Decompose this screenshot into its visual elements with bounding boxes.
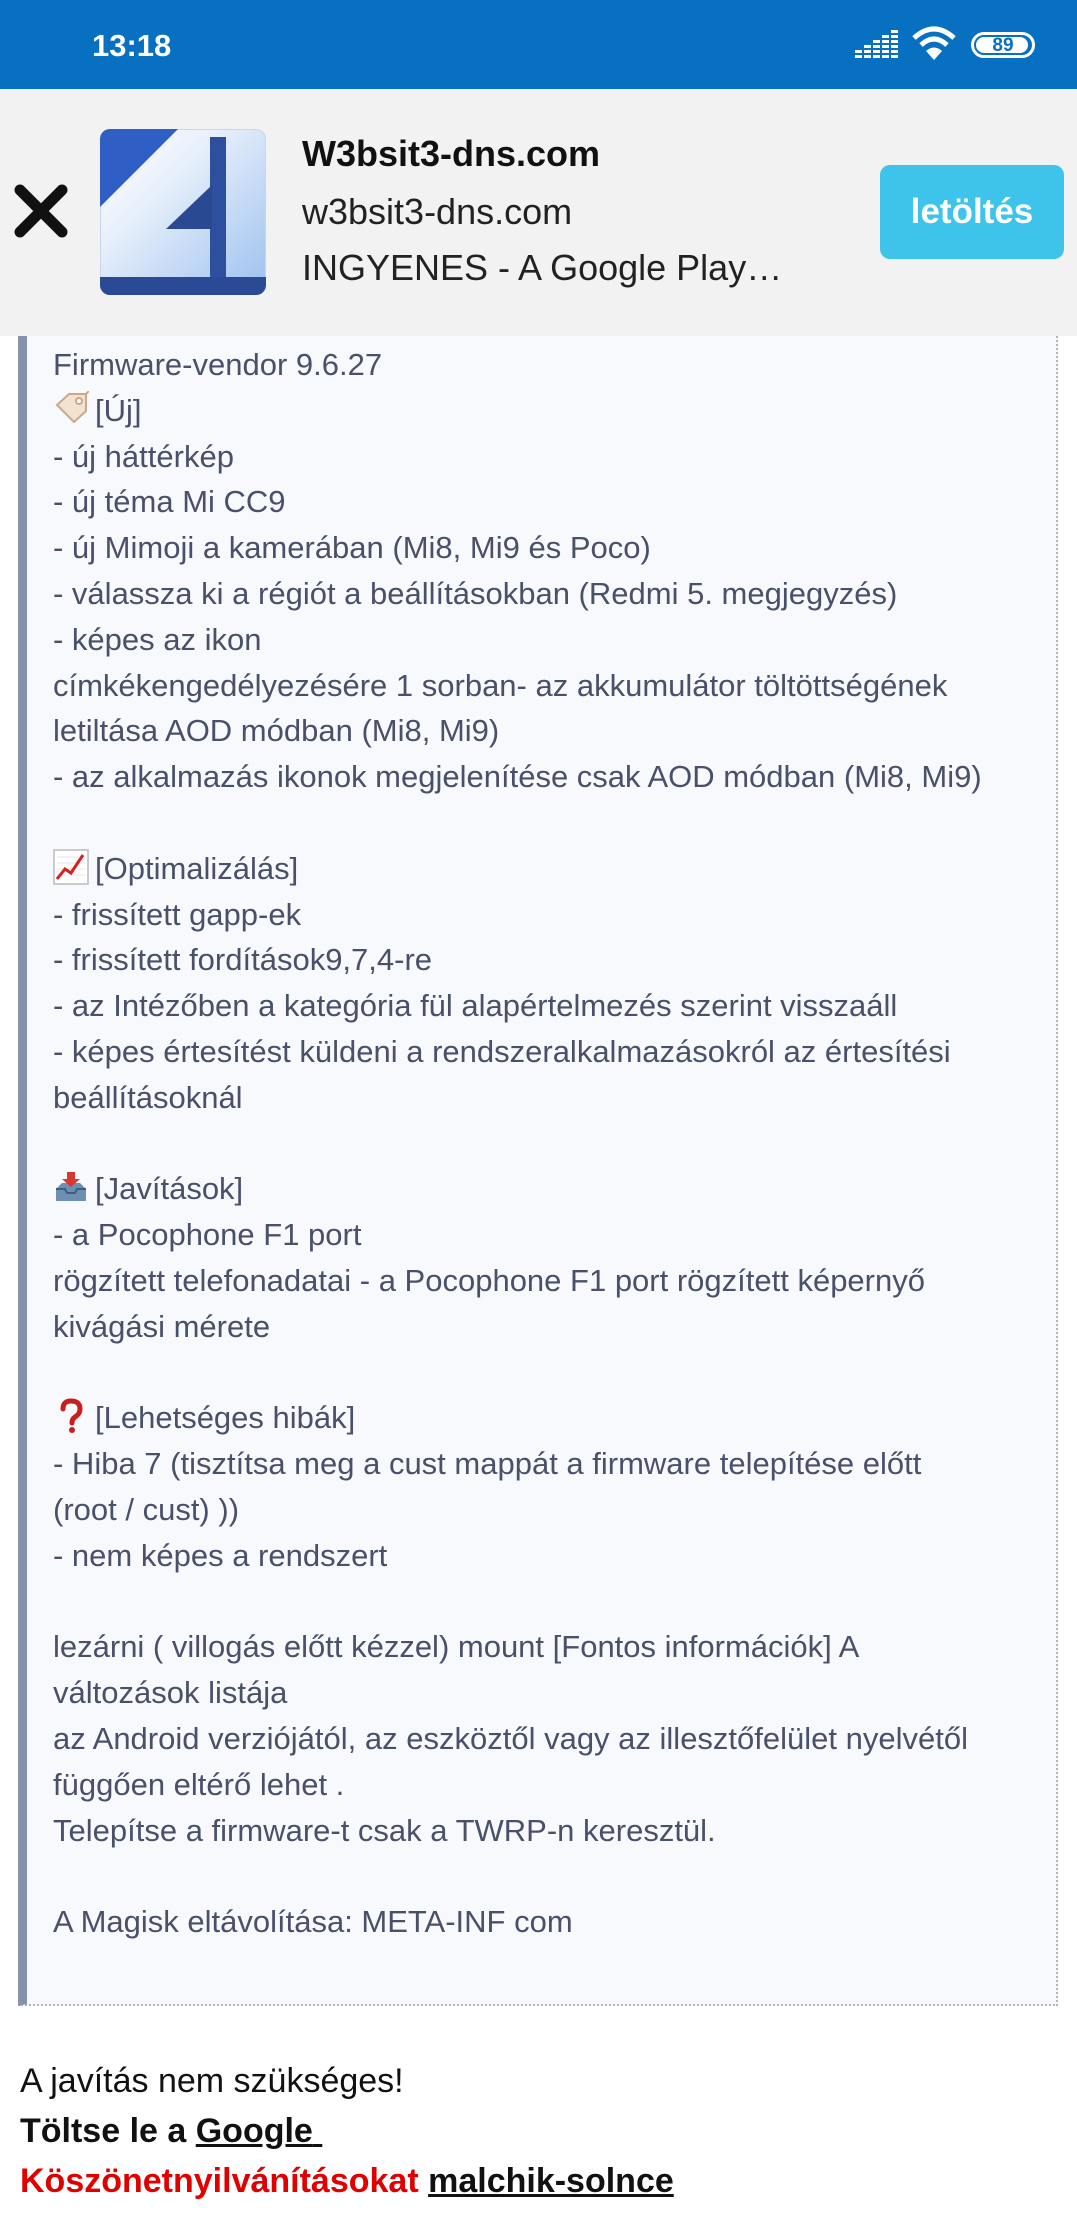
- author-link[interactable]: malchik-solnce: [428, 2162, 674, 2200]
- changelog-section-known-bugs: [Lehetséges hibák]: [95, 1400, 356, 1436]
- changelog-line: [53, 800, 1053, 846]
- changelog-line: - az Intézőben a kategória fül alapértelmezés szerint visszaáll: [53, 988, 898, 1024]
- changelog-line: [53, 1395, 1053, 1441]
- changelog-line: [53, 1579, 1053, 1625]
- post-footer: [20, 2056, 674, 2206]
- changelog-line: címkékengedélyezésére 1 sorban- az akkumulátor töltöttségének: [53, 667, 948, 703]
- app-description[interactable]: INGYENES - A Google Play…: [302, 247, 783, 288]
- tag-icon: [53, 391, 89, 427]
- footer-thanks-line: [20, 2156, 674, 2206]
- app-url[interactable]: w3bsit3-dns.com: [302, 191, 573, 232]
- changelog-line: rögzített telefonadatai - a Pocophone F1 port rögzített képernyő: [53, 1262, 925, 1298]
- changelog-line: [53, 1350, 1053, 1396]
- changelog-line: - az alkalmazás ikonok megjelenítése csak AOD módban (Mi8, Mi9): [53, 759, 982, 795]
- footer-note: A javítás nem szükséges!: [20, 2062, 404, 2100]
- changelog-section-fixes: [Javítások]: [95, 1171, 244, 1207]
- changelog-section-new: [Új]: [95, 392, 142, 428]
- changelog-quote: [18, 336, 1058, 2006]
- changelog-section-optimization: [Optimalizálás]: [95, 850, 299, 886]
- wifi-icon: [912, 26, 956, 62]
- changelog-line: [53, 1166, 1053, 1212]
- inbox-tray-icon: [53, 1169, 89, 1205]
- red-question-mark-icon: [53, 1398, 89, 1434]
- changelog-line: Telepítse a firmware-t csak a TWRP-n keresztül.: [53, 1812, 716, 1848]
- battery-level: 89: [992, 35, 1014, 56]
- changelog-line: kivágási mérete: [53, 1308, 271, 1344]
- footer-download-line: [20, 2106, 674, 2156]
- changelog-line: - Hiba 7 (tisztítsa meg a cust mappát a firmware telepítése előtt: [53, 1446, 922, 1482]
- changelog-line: - új háttérkép: [53, 438, 234, 474]
- changelog-line: függően eltérő lehet .: [53, 1766, 345, 1802]
- changelog-line: változások listája: [53, 1675, 288, 1711]
- changelog-line: - nem képes a rendszert: [53, 1537, 388, 1573]
- footer-download-prefix: Töltse le a: [20, 2112, 187, 2150]
- changelog-line: [53, 846, 1053, 892]
- changelog-text: [53, 342, 1053, 1945]
- changelog-line: [53, 1853, 1053, 1899]
- chart-increasing-icon: [53, 849, 89, 885]
- changelog-line: letiltása AOD módban (Mi8, Mi9): [53, 713, 500, 749]
- footer-thanks-prefix: Köszönetnyilvánításokat: [20, 2162, 419, 2200]
- changelog-line: - frissített gapp-ek: [53, 896, 302, 932]
- changelog-line: - frissített fordítások9,7,4-re: [53, 942, 433, 978]
- app-ad-banner[interactable]: [0, 89, 1077, 336]
- status-time: 13:18: [92, 28, 172, 63]
- changelog-line: A Magisk eltávolítása: META-INF com: [53, 1904, 573, 1940]
- status-bar: [0, 0, 1077, 89]
- changelog-line: az Android verziójától, az eszköztől vagy az illesztőfelület nyelvétől: [53, 1720, 968, 1756]
- changelog-line: - képes értesítést küldeni a rendszeralkalmazásokról az értesítési: [53, 1033, 951, 1069]
- app-logo-icon[interactable]: [100, 129, 266, 295]
- download-button[interactable]: letöltés: [880, 165, 1064, 259]
- changelog-line: [53, 388, 1053, 434]
- changelog-line: - új téma Mi CC9: [53, 484, 286, 520]
- changelog-line: [53, 1121, 1053, 1167]
- google-link[interactable]: Google: [195, 2112, 313, 2150]
- changelog-line: lezárni ( villogás előtt kézzel) mount [Fontos információk] A: [53, 1629, 860, 1665]
- changelog-line: - képes az ikon: [53, 621, 262, 657]
- changelog-line: (root / cust) )): [53, 1491, 240, 1527]
- app-title[interactable]: W3bsit3-dns.com: [302, 133, 601, 174]
- close-icon[interactable]: [14, 184, 68, 238]
- changelog-line: - új Mimoji a kamerában (Mi8, Mi9 és Poco): [53, 530, 651, 566]
- changelog-line: - válassza ki a régiót a beállításokban (Redmi 5. megjegyzés): [53, 575, 898, 611]
- changelog-line: Firmware-vendor 9.6.27: [53, 347, 383, 382]
- battery-indicator: [971, 32, 1035, 58]
- changelog-line: beállításoknál: [53, 1079, 243, 1115]
- changelog-line: - a Pocophone F1 port: [53, 1217, 362, 1253]
- signal-icon: [855, 30, 899, 60]
